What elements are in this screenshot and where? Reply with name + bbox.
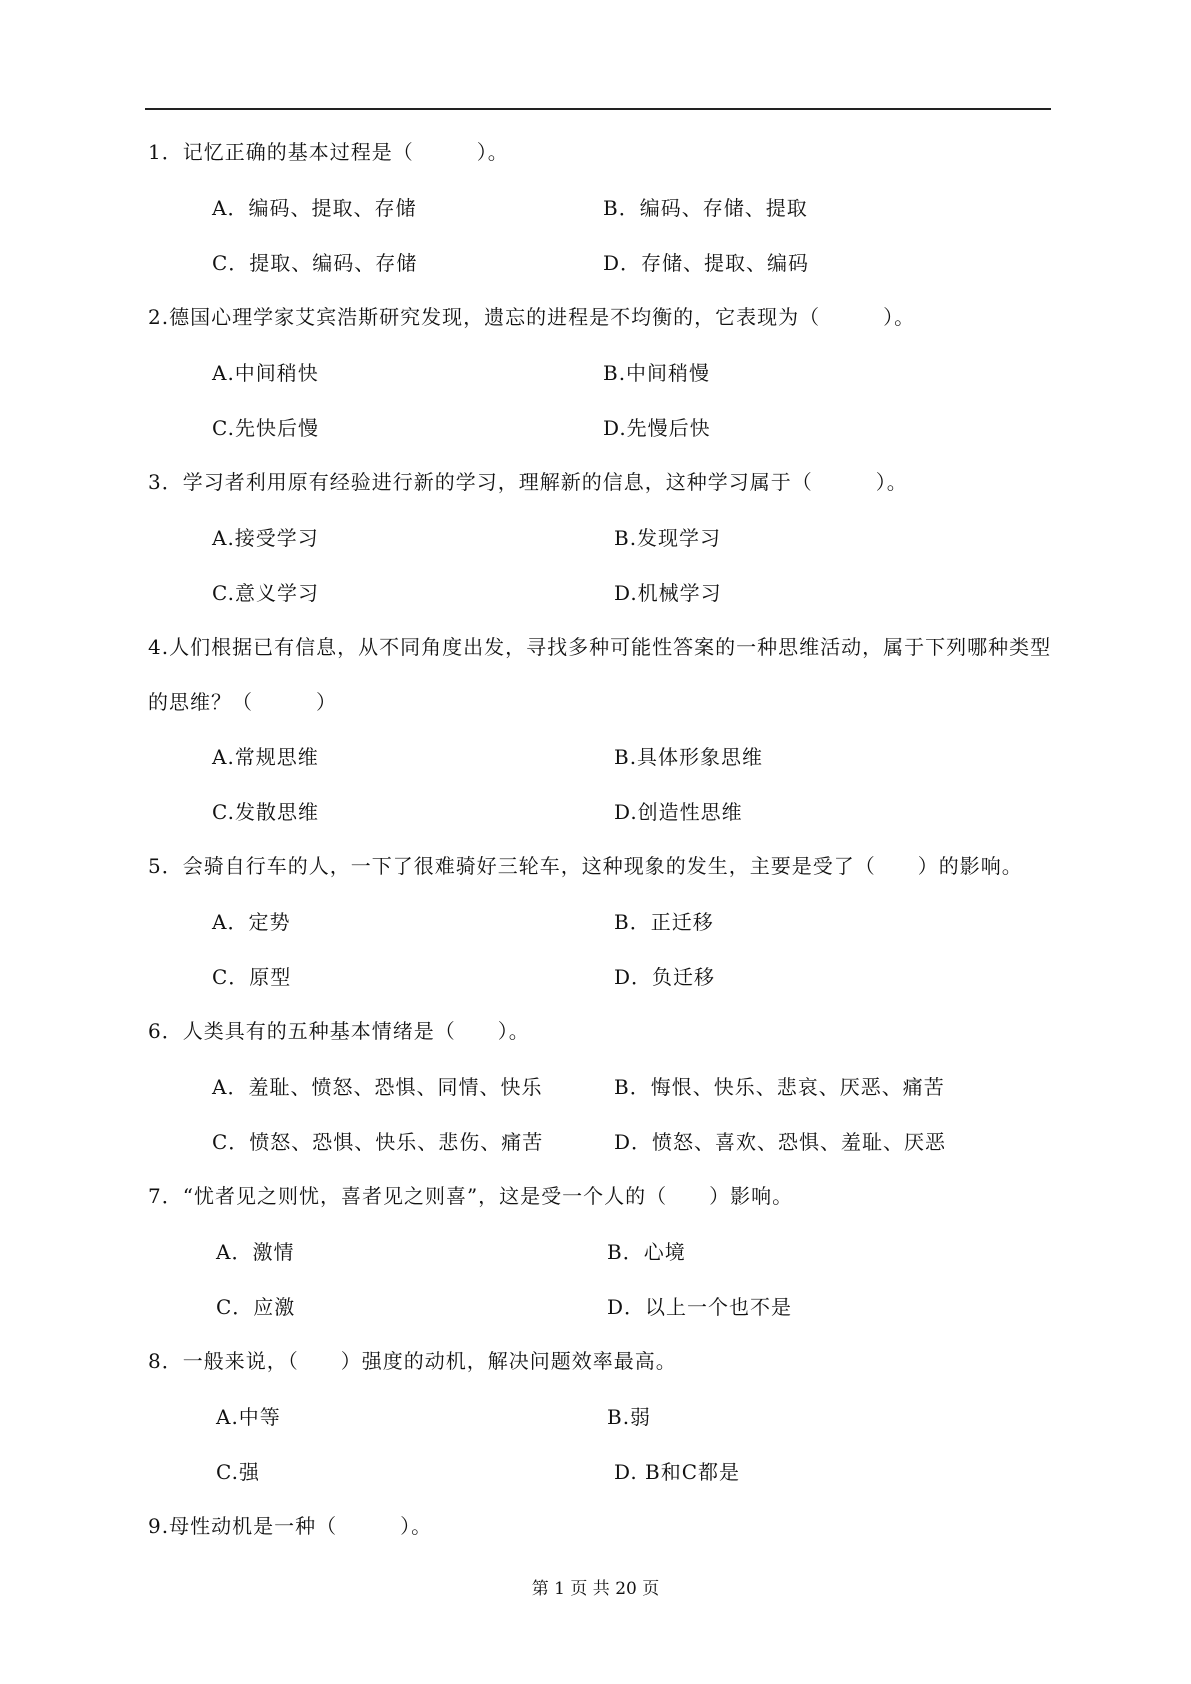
question-5-option-b: B．正迁移	[614, 910, 714, 934]
question-4-option-b: B.具体形象思维	[614, 745, 764, 769]
question-9: 9.母性动机是一种（ ）。	[148, 1514, 433, 1538]
question-8-option-a: A.中等	[216, 1405, 281, 1429]
question-8: 8．一般来说，（ ）强度的动机，解决问题效率最高。	[148, 1349, 677, 1373]
question-7: 7．“忧者见之则忧，喜者见之则喜”，这是受一个人的（ ）影响。	[148, 1184, 794, 1208]
question-7-option-d: D．以上一个也不是	[607, 1295, 793, 1319]
question-4-option-a: A.常规思维	[212, 745, 319, 769]
question-7-option-b: B．心境	[607, 1240, 686, 1264]
question-3-option-d: D.机械学习	[614, 581, 722, 605]
question-3-option-a: A.接受学习	[212, 526, 319, 550]
question-5-option-d: D．负迁移	[614, 965, 716, 989]
question-8-option-d: D. B和C都是	[614, 1460, 741, 1484]
question-8-option-b: B.弱	[607, 1405, 652, 1429]
question-2: 2.德国心理学家艾宾浩斯研究发现，遗忘的进程是不均衡的，它表现为（ ）。	[148, 305, 916, 329]
question-8-option-c: C.强	[216, 1460, 260, 1484]
question-2-option-d: D.先慢后快	[603, 416, 711, 440]
question-3-option-b: B.发现学习	[614, 526, 722, 550]
question-4-option-d: D.创造性思维	[614, 800, 743, 824]
question-4-line-2: 的思维？（ ）	[148, 690, 337, 714]
question-7-option-a: A．激情	[216, 1240, 295, 1264]
question-2-option-a: A.中间稍快	[212, 361, 319, 385]
question-2-option-b: B.中间稍慢	[603, 361, 711, 385]
question-5-option-a: A．定势	[212, 910, 291, 934]
question-4-option-c: C.发散思维	[212, 800, 319, 824]
question-3-option-c: C.意义学习	[212, 581, 319, 605]
question-6-option-a: A．羞耻、愤怒、恐惧、同情、快乐	[212, 1075, 543, 1099]
question-5-option-c: C．原型	[212, 965, 292, 989]
question-1-option-d: D．存储、提取、编码	[603, 251, 810, 275]
question-1-option-b: B．编码、存储、提取	[603, 196, 808, 220]
question-3: 3．学习者利用原有经验进行新的学习，理解新的信息，这种学习属于（ ）。	[148, 470, 908, 494]
header-rule	[145, 108, 1051, 110]
page-footer: 第 1 页 共 20 页	[531, 1579, 660, 1599]
question-6-option-d: D．愤怒、喜欢、恐惧、羞耻、厌恶	[614, 1130, 947, 1154]
question-7-option-c: C．应激	[216, 1295, 296, 1319]
question-5: 5．会骑自行车的人，一下了很难骑好三轮车，这种现象的发生，主要是受了（ ）的影响。	[148, 854, 1023, 878]
question-2-option-c: C.先快后慢	[212, 416, 319, 440]
question-1: 1．记忆正确的基本过程是（ ）。	[148, 140, 509, 164]
question-1-option-a: A．编码、提取、存储	[212, 196, 417, 220]
question-6-option-b: B．悔恨、快乐、悲哀、厌恶、痛苦	[614, 1075, 945, 1099]
question-1-option-c: C．提取、编码、存储	[212, 251, 418, 275]
question-4: 4.人们根据已有信息，从不同角度出发，寻找多种可能性答案的一种思维活动，属于下列哪种类型	[148, 635, 1052, 659]
question-6: 6．人类具有的五种基本情绪是（ ）。	[148, 1019, 530, 1043]
question-6-option-c: C．愤怒、恐惧、快乐、悲伤、痛苦	[212, 1130, 544, 1154]
